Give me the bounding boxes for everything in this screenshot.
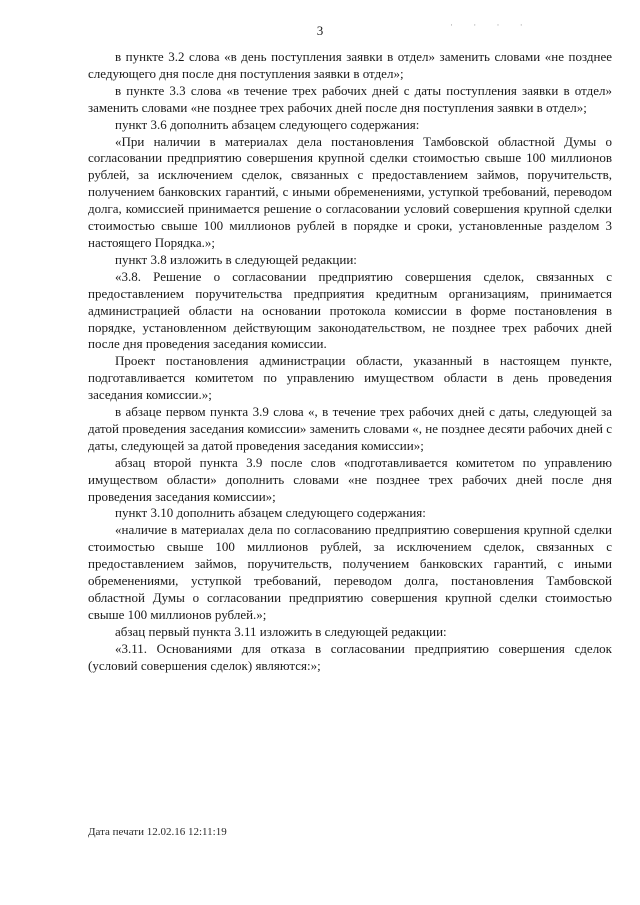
- paragraph-clause-3-6-text: «При наличии в материалах дела постановления Тамбовской областной Думы о согласовании предприятию совершения крупной сделки стоимостью свыше 100 миллионов рублей, за исключением сделок, связанных с предоставлением займов, поручительств, получением банковских гарантий, с иными обременениями, уступкой требований, переводом долга, комиссией принимается решение о согласовании условий совершения крупной сделки стоимостью свыше 100 миллионов рублей в порядке и сроки, установленные разделом 3 настоящего Порядка.»;: [88, 133, 612, 250]
- paragraph-clause-3-11-intro: абзац первый пункта 3.11 изложить в следующей редакции:: [115, 623, 447, 639]
- paragraph-clause-3-11-text: «3.11. Основаниями для отказа в согласовании предприятию совершения сделок (условий совершения сделок) являются:»;: [88, 640, 612, 673]
- paragraph-clause-3-10-text: «наличие в материалах дела по согласованию предприятию совершения крупной сделки стоимостью свыше 100 миллионов рублей, за исключением сделок, связанных с предоставлением займов, поручительств, получением банковских гарантий, с иными обременениями, уступкой требований, переводом долга, постановления Тамбовской областной Думы о согласовании предприятию совершения крупной сделки стоимостью свыше 100 миллионов рублей.»;: [88, 522, 612, 622]
- scan-marks: · · · ·: [450, 20, 532, 30]
- paragraph-clause-3-8-text: «3.8. Решение о согласовании предприятию совершения сделок, связанных с предоставлением поручительства предприятия кредитным организациям, принимается администрацией области на основании протокола комиссии в форме постановления в порядке, установленном действующим законодательством, не позднее трех рабочих дней после дня проведения заседания комиссии.: [88, 268, 612, 352]
- paragraph-clause-3-8-intro: пункт 3.8 изложить в следующей редакции:: [115, 251, 357, 267]
- document-body: [88, 49, 612, 675]
- paragraph-clause-3-2: в пункте 3.2 слова «в день поступления заявки в отдел» заменить словами «не позднее следующего дня после дня поступления заявки в отдел»;: [88, 49, 612, 81]
- paragraph-clause-3-9-second: абзац второй пункта 3.9 после слов «подготавливается комитетом по управлению имуществом области» дополнить словами «не позднее трех рабочих дней после дня проведения заседания комиссии»;: [88, 454, 612, 504]
- paragraph-clause-3-9-first: в абзаце первом пункта 3.9 слова «, в течение трех рабочих дней с даты, следующей за датой проведения заседания комиссии» заменить словами «, не позднее десяти рабочих дней с даты, следующей за датой проведения заседания комиссии»;: [88, 404, 612, 453]
- paragraph-clause-3-3: в пункте 3.3 слова «в течение трех рабочих дней с даты поступления заявки в отдел» заменить словами «не позднее трех рабочих дней после дня поступления заявки в отдел»;: [88, 82, 612, 115]
- page-number: 3: [316, 23, 324, 38]
- print-date: Дата печати 12.02.16 12:11:19: [88, 826, 227, 838]
- paragraph-clause-3-8-draft: Проект постановления администрации области, указанный в настоящем пункте, подготавливается комитетом по управлению имуществом области в день проведения заседания комиссии.»;: [88, 353, 612, 403]
- paragraph-clause-3-10-intro: пункт 3.10 дополнить абзацем следующего содержания:: [115, 505, 426, 521]
- paragraph-clause-3-6-intro: пункт 3.6 дополнить абзацем следующего содержания:: [115, 116, 420, 132]
